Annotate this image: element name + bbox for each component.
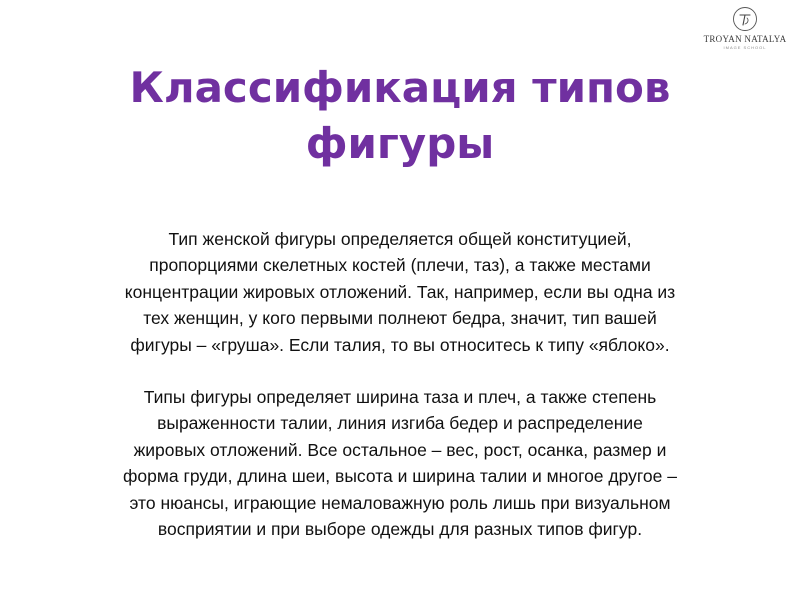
slide-title: [0, 60, 800, 172]
text-line: концентрации жировых отложений. Так, например, если вы одна из: [124, 281, 676, 302]
text-line: жировых отложений. Все остальное – вес, рост, осанка, размер и: [133, 439, 667, 460]
text-line: восприятии и при выборе одежды для разных типов фигур.: [157, 519, 643, 540]
text-line: форма груди, длина шеи, высота и ширина талии и многое другое –: [123, 466, 677, 487]
paragraph-1: [20, 226, 780, 358]
text-line: это нюансы, играющие немаловажную роль лишь при визуальном: [129, 492, 671, 513]
logo-name: TROYAN NATALYA: [703, 34, 787, 44]
paragraph-2: [20, 384, 780, 542]
text-line: Тип женской фигуры определяется общей конституцией,: [168, 229, 632, 249]
logo-tagline: IMAGE SCHOOL: [723, 45, 767, 50]
title-line-1: Классификация типов: [129, 63, 671, 112]
text-line: выраженности талии, линия изгиба бедер и распределение: [157, 413, 643, 434]
text-line: фигуры – «груша». Если талия, то вы относитесь к типу «яблоко».: [130, 334, 670, 355]
logo-emblem-icon: [732, 6, 758, 32]
title-line-2: фигуры: [305, 119, 495, 168]
body-text: [20, 226, 780, 542]
text-line: тех женщин, у кого первыми полнеют бедра, значит, тип вашей: [143, 308, 657, 329]
paragraph-gap: [20, 358, 780, 384]
text-line: Типы фигуры определяет ширина таза и плеч, а также степень: [143, 387, 657, 408]
text-line: пропорциями скелетных костей (плечи, таз), а также местами: [149, 255, 651, 276]
brand-logo: [698, 6, 792, 50]
